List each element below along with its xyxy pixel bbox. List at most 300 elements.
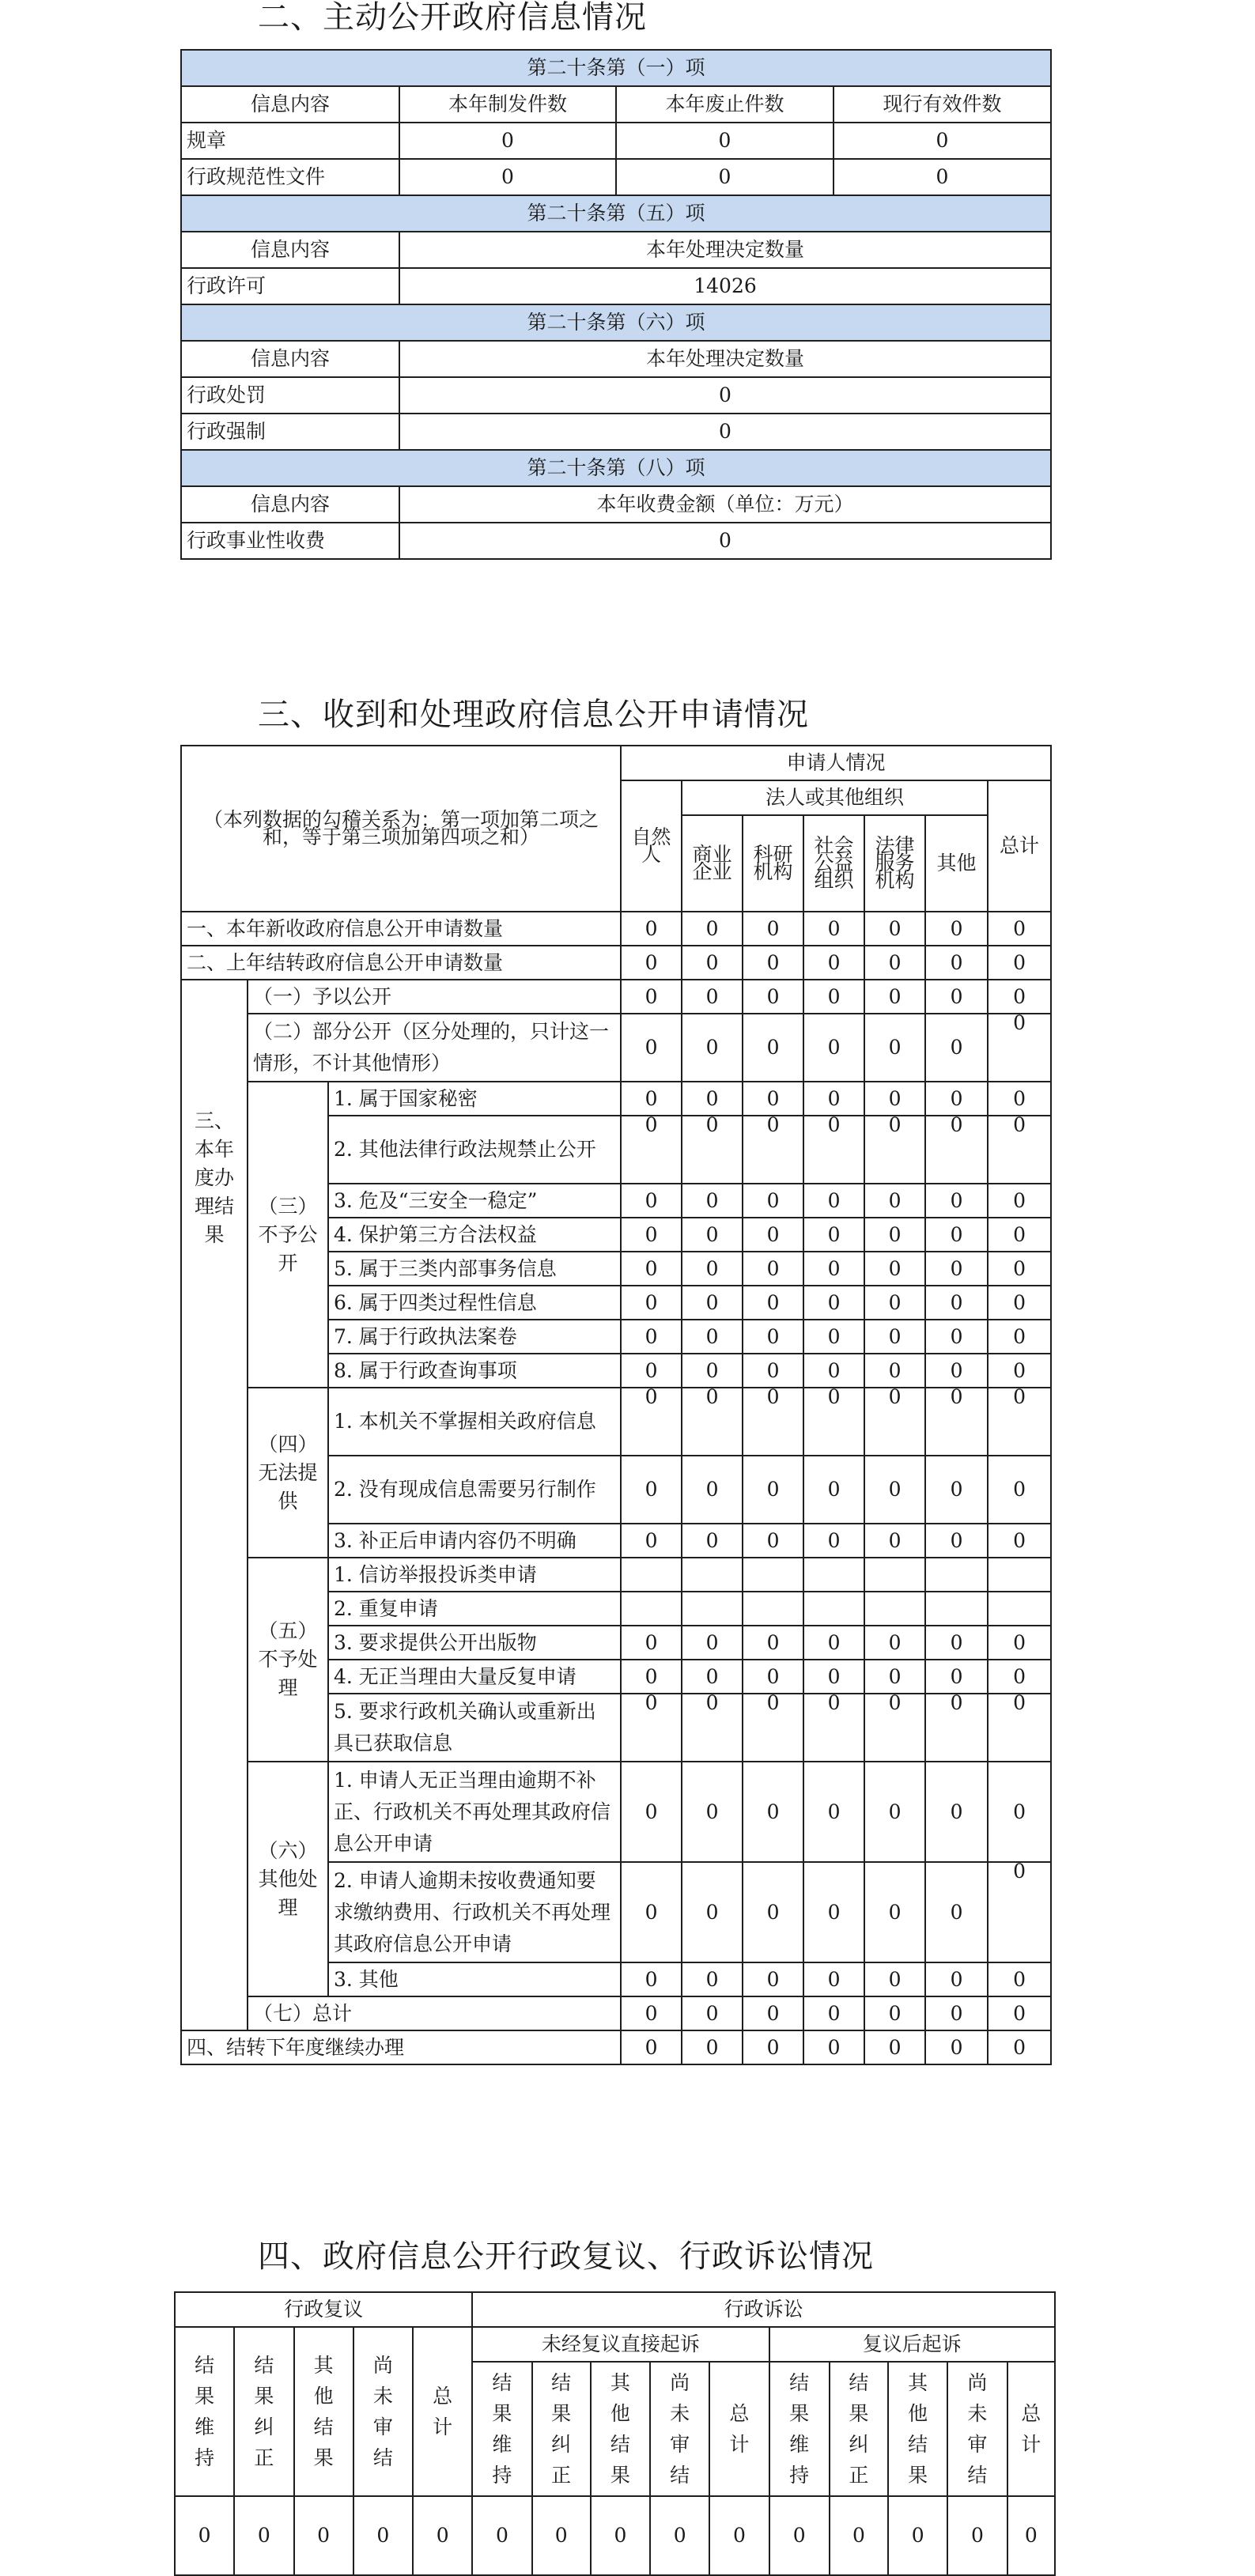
cell-value	[682, 1558, 743, 1592]
cell-value	[925, 1558, 988, 1592]
cell-value: 0	[399, 123, 616, 159]
row-label: 3. 补正后申请内容仍不明确	[328, 1524, 621, 1558]
cell-value: 0	[621, 1286, 682, 1320]
cell-value	[743, 1558, 803, 1592]
col-header-text: 总计	[729, 2402, 750, 2456]
col-header	[472, 2362, 531, 2496]
cell-value: 0	[413, 2496, 472, 2575]
cell-value: 0	[803, 1082, 864, 1116]
cell-value: 0	[769, 2496, 830, 2575]
row-label: 4. 保护第三方合法权益	[328, 1218, 621, 1252]
row-label: 二、上年结转政府信息公开申请数量	[181, 946, 621, 980]
cell-value: 0	[864, 1354, 925, 1388]
col-header: 本年废止件数	[616, 86, 834, 123]
cell-value: 0	[988, 1862, 1051, 1962]
col-header: 本年处理决定数量	[399, 232, 1051, 268]
cell-value: 0	[621, 1252, 682, 1286]
cell-value: 0	[682, 1524, 743, 1558]
cell-value: 0	[621, 1218, 682, 1252]
cell-value: 0	[743, 1218, 803, 1252]
col-header	[413, 2327, 472, 2496]
proactive-disclosure-table	[180, 49, 1052, 560]
cell-value: 0	[682, 1218, 743, 1252]
cell-value: 0	[925, 946, 988, 980]
cell-value: 0	[743, 2030, 803, 2064]
cell-value: 0	[682, 912, 743, 946]
application-handling-table	[180, 745, 1052, 2065]
cell-value: 0	[621, 1014, 682, 1082]
cell-value: 0	[988, 912, 1051, 946]
col-header	[709, 2362, 769, 2496]
row-label: 1. 本机关不掌握相关政府信息	[328, 1388, 621, 1456]
cell-value: 0	[925, 1862, 988, 1962]
cell-value: 0	[682, 1286, 743, 1320]
cell-value: 0	[803, 1456, 864, 1524]
cell-value: 0	[925, 1320, 988, 1354]
cell-value: 0	[399, 159, 616, 195]
row-label: 规章	[181, 123, 399, 159]
cell-value: 0	[803, 1014, 864, 1082]
col-header-text: 总计	[1021, 2402, 1041, 2456]
cell-value: 0	[925, 1184, 988, 1218]
cell-value: 0	[682, 1660, 743, 1694]
cell-value: 0	[988, 1218, 1051, 1252]
section-title: 第二十条第（五）项	[181, 195, 1051, 232]
cell-value: 0	[621, 980, 682, 1014]
cell-value: 0	[925, 912, 988, 946]
cell-value: 0	[743, 946, 803, 980]
cell-value: 0	[803, 946, 864, 980]
col-header: 本年处理决定数量	[399, 341, 1051, 377]
cell-value: 0	[803, 1762, 864, 1862]
col-header	[769, 2362, 830, 2496]
cell-value: 0	[925, 1116, 988, 1184]
cell-value: 0	[621, 1320, 682, 1354]
cell-value: 0	[988, 1082, 1051, 1116]
cell-value: 0	[925, 1014, 988, 1082]
row-label: 2. 申请人逾期未按收费通知要求缴纳费用、行政机关不再处理其政府信息公开申请	[328, 1862, 621, 1962]
col-header	[947, 2362, 1007, 2496]
cell-value: 0	[621, 1694, 682, 1762]
col-header	[294, 2327, 353, 2496]
col-natural: 自然人	[621, 780, 682, 912]
cell-value: 0	[864, 1082, 925, 1116]
cell-value: 0	[988, 1252, 1051, 1286]
col-header-text: 结果维持	[492, 2371, 512, 2487]
cell-value: 0	[682, 946, 743, 980]
cell-value: 0	[621, 1524, 682, 1558]
cell-value: 0	[988, 1524, 1051, 1558]
cell-value: 0	[709, 2496, 769, 2575]
cell-value	[988, 1592, 1051, 1626]
col-header	[591, 2362, 650, 2496]
col-law: 法律服务机构	[864, 815, 925, 912]
cell-value: 0	[925, 1996, 988, 2030]
cell-value: 0	[803, 1660, 864, 1694]
col-header-text: 尚未审结	[967, 2371, 988, 2487]
cell-value: 0	[864, 1286, 925, 1320]
row-label: 7. 属于行政执法案卷	[328, 1320, 621, 1354]
col-header-text: 结果维持	[195, 2354, 215, 2469]
col-header	[650, 2362, 709, 2496]
cell-value: 0	[925, 1660, 988, 1694]
col-header-text: 尚未审结	[670, 2371, 690, 2487]
cell-value: 0	[988, 1014, 1051, 1082]
section-4-heading: 四、政府信息公开行政复议、行政诉讼情况	[258, 2238, 874, 2275]
cell-value: 0	[925, 2030, 988, 2064]
litigation-header: 行政诉讼	[472, 2292, 1055, 2327]
col-header: 本年收费金额（单位：万元）	[399, 486, 1051, 523]
cell-value: 0	[621, 2030, 682, 2064]
cell-value: 0	[988, 1354, 1051, 1388]
cell-value: 0	[353, 2496, 413, 2575]
cell-value: 0	[621, 1962, 682, 1996]
cell-value: 0	[399, 414, 1051, 450]
cell-value: 0	[834, 123, 1051, 159]
cell-value: 0	[803, 1388, 864, 1456]
row-label: 4. 无正当理由大量反复申请	[328, 1660, 621, 1694]
cell-value: 0	[925, 1286, 988, 1320]
cell-value: 0	[616, 159, 834, 195]
cell-value: 0	[925, 1388, 988, 1456]
cell-value: 0	[621, 1626, 682, 1660]
cell-value: 0	[621, 1388, 682, 1456]
row-label: 3. 危及“三安全一稳定”	[328, 1184, 621, 1218]
cell-value: 0	[591, 2496, 650, 2575]
col-header: 信息内容	[181, 341, 399, 377]
cell-value: 0	[803, 1286, 864, 1320]
group-label: （三）不予公开	[248, 1082, 328, 1388]
cell-value: 0	[621, 1456, 682, 1524]
cell-value	[864, 1592, 925, 1626]
cell-value: 0	[864, 1252, 925, 1286]
row-label: 1. 属于国家秘密	[328, 1082, 621, 1116]
cell-value: 0	[743, 1320, 803, 1354]
row-label: 5. 属于三类内部事务信息	[328, 1252, 621, 1286]
cell-value: 0	[925, 1762, 988, 1862]
row-label: 2. 没有现成信息需要另行制作	[328, 1456, 621, 1524]
cell-value: 0	[925, 1354, 988, 1388]
cell-value: 0	[803, 980, 864, 1014]
cell-value: 0	[621, 1082, 682, 1116]
cell-value: 0	[803, 1218, 864, 1252]
cell-value: 0	[621, 1660, 682, 1694]
cell-value: 0	[743, 1862, 803, 1962]
cell-value: 0	[743, 1524, 803, 1558]
row-label: 1. 申请人无正当理由逾期不补正、行政机关不再处理其政府信息公开申请	[328, 1762, 621, 1862]
applicant-header: 申请人情况	[621, 746, 1051, 780]
cell-value: 0	[621, 1184, 682, 1218]
cell-value: 0	[988, 1762, 1051, 1862]
row-label: 一、本年新收政府信息公开申请数量	[181, 912, 621, 946]
cell-value: 0	[988, 1388, 1051, 1456]
cell-value: 0	[864, 1660, 925, 1694]
cell-value: 0	[803, 1354, 864, 1388]
cell-value: 0	[743, 1388, 803, 1456]
cell-value: 0	[743, 1184, 803, 1218]
cell-value: 0	[743, 1252, 803, 1286]
cell-value: 0	[803, 1252, 864, 1286]
cell-value: 0	[925, 1456, 988, 1524]
group-label: （五）不予处理	[248, 1558, 328, 1762]
cell-value: 0	[925, 1962, 988, 1996]
cell-value	[925, 1592, 988, 1626]
cell-value	[621, 1592, 682, 1626]
cell-value: 0	[743, 1354, 803, 1388]
review-litigation-table	[174, 2291, 1056, 2576]
group-label: （六）其他处理	[248, 1762, 328, 1996]
cell-value: 0	[988, 1184, 1051, 1218]
cell-value: 0	[743, 1456, 803, 1524]
row-label: 2. 重复申请	[328, 1592, 621, 1626]
cell-value	[621, 1558, 682, 1592]
col-header-text: 结果纠正	[254, 2354, 274, 2469]
cell-value: 0	[864, 1862, 925, 1962]
cell-value: 0	[682, 1252, 743, 1286]
row-label: 行政强制	[181, 414, 399, 450]
cell-value: 0	[988, 1116, 1051, 1184]
cell-value: 0	[988, 1286, 1051, 1320]
cell-value: 0	[803, 1524, 864, 1558]
cell-value: 0	[830, 2496, 888, 2575]
cell-value: 0	[743, 1694, 803, 1762]
cell-value: 0	[682, 1354, 743, 1388]
cell-value: 0	[988, 1626, 1051, 1660]
cell-value: 0	[743, 1962, 803, 1996]
group-3-text: 三、本年度办理结果	[194, 1109, 234, 1246]
review-header: 行政复议	[175, 2292, 472, 2327]
cell-value	[803, 1558, 864, 1592]
group-label: （四）无法提供	[248, 1388, 328, 1558]
cell-value: 0	[988, 1694, 1051, 1762]
col-biz: 商业企业	[682, 815, 743, 912]
col-other: 其他	[925, 815, 988, 912]
cell-value: 0	[682, 1762, 743, 1862]
row-label: 行政许可	[181, 268, 399, 304]
col-header-text: 尚未审结	[372, 2354, 393, 2469]
cell-value: 0	[864, 1320, 925, 1354]
cell-value: 0	[621, 1762, 682, 1862]
col-header-text: 总计	[433, 2385, 453, 2438]
cell-value: 0	[682, 1388, 743, 1456]
row-label: 8. 属于行政查询事项	[328, 1354, 621, 1388]
cell-value: 0	[743, 1014, 803, 1082]
cell-value: 0	[864, 980, 925, 1014]
row-label: 3. 要求提供公开出版物	[328, 1626, 621, 1660]
cell-value: 0	[621, 946, 682, 980]
cell-value: 0	[743, 1660, 803, 1694]
cell-value: 0	[864, 1116, 925, 1184]
cell-value: 0	[988, 1660, 1051, 1694]
cell-value: 0	[743, 980, 803, 1014]
cell-value: 0	[803, 2030, 864, 2064]
cell-value: 0	[682, 1456, 743, 1524]
cell-value: 0	[616, 123, 834, 159]
cell-value: 0	[682, 1184, 743, 1218]
cell-value: 0	[803, 1116, 864, 1184]
row-label: 行政事业性收费	[181, 523, 399, 559]
row-label: 行政处罚	[181, 377, 399, 414]
cell-value: 0	[925, 980, 988, 1014]
section-title: 第二十条第（八）项	[181, 450, 1051, 486]
cell-value: 0	[864, 1762, 925, 1862]
col-header: 信息内容	[181, 86, 399, 123]
cell-value	[682, 1592, 743, 1626]
cell-value: 0	[682, 1862, 743, 1962]
cell-value: 0	[947, 2496, 1007, 2575]
col-header: 信息内容	[181, 486, 399, 523]
cell-value: 0	[803, 1184, 864, 1218]
cell-value: 0	[925, 1082, 988, 1116]
col-total: 总计	[988, 780, 1051, 912]
after-review-header: 复议后起诉	[769, 2327, 1055, 2362]
row-label: 5. 要求行政机关确认或重新出具已获取信息	[328, 1694, 621, 1762]
cell-value: 0	[682, 980, 743, 1014]
cell-value: 0	[988, 2030, 1051, 2064]
group-3-label	[181, 980, 248, 2030]
row-label: 四、结转下年度继续办理	[181, 2030, 621, 2064]
row-label: 行政规范性文件	[181, 159, 399, 195]
cell-value: 0	[988, 1996, 1051, 2030]
col-header	[234, 2327, 293, 2496]
cell-value: 0	[621, 912, 682, 946]
cell-value: 0	[988, 946, 1051, 980]
cell-value: 0	[864, 1524, 925, 1558]
row-label: （二）部分公开（区分处理的，只计这一情形，不计其他情形）	[248, 1014, 621, 1082]
cell-value: 0	[864, 1962, 925, 1996]
cell-value: 0	[682, 1014, 743, 1082]
row-label: 3. 其他	[328, 1962, 621, 1996]
cell-value: 0	[650, 2496, 709, 2575]
cell-value: 0	[532, 2496, 591, 2575]
cell-value: 0	[803, 912, 864, 946]
cell-value: 0	[925, 1626, 988, 1660]
cell-value: 0	[864, 1626, 925, 1660]
cell-value: 0	[925, 1524, 988, 1558]
col-header-text: 结果纠正	[849, 2371, 869, 2487]
row-label: （一）予以公开	[248, 980, 621, 1014]
relation-note: （本列数据的勾稽关系为：第一项加第二项之和，等于第三项加第四项之和）	[181, 746, 621, 912]
col-header-text: 其他结果	[610, 2371, 630, 2487]
col-header	[888, 2362, 947, 2496]
row-label: 6. 属于四类过程性信息	[328, 1286, 621, 1320]
cell-value: 0	[988, 980, 1051, 1014]
cell-value	[803, 1592, 864, 1626]
cell-value: 0	[682, 1626, 743, 1660]
cell-value: 0	[925, 1694, 988, 1762]
cell-value: 0	[925, 1218, 988, 1252]
cell-value: 0	[803, 1962, 864, 1996]
row-label: （七）总计	[248, 1996, 621, 2030]
cell-value: 0	[803, 1320, 864, 1354]
cell-value: 0	[864, 1694, 925, 1762]
col-header: 本年制发件数	[399, 86, 616, 123]
legal-header: 法人或其他组织	[682, 780, 988, 815]
cell-value: 0	[743, 1762, 803, 1862]
cell-value: 0	[743, 912, 803, 946]
cell-value: 0	[294, 2496, 353, 2575]
cell-value: 0	[864, 912, 925, 946]
cell-value: 0	[803, 1626, 864, 1660]
cell-value: 0	[834, 159, 1051, 195]
cell-value: 0	[682, 1320, 743, 1354]
cell-value: 0	[988, 1320, 1051, 1354]
cell-value: 0	[803, 1694, 864, 1762]
cell-value: 0	[175, 2496, 234, 2575]
cell-value: 0	[888, 2496, 947, 2575]
cell-value: 0	[682, 1996, 743, 2030]
cell-value: 0	[621, 1354, 682, 1388]
cell-value: 0	[864, 1014, 925, 1082]
cell-value: 0	[864, 1388, 925, 1456]
cell-value: 0	[399, 377, 1051, 414]
cell-value: 0	[803, 1996, 864, 2030]
col-header-text: 其他结果	[908, 2371, 928, 2487]
section-title: 第二十条第（一）项	[181, 50, 1051, 86]
cell-value: 0	[621, 1116, 682, 1184]
cell-value: 0	[234, 2496, 293, 2575]
section-3-heading: 三、收到和处理政府信息公开申请情况	[258, 697, 809, 733]
cell-value: 0	[864, 1456, 925, 1524]
cell-value: 0	[864, 946, 925, 980]
col-header: 现行有效件数	[834, 86, 1051, 123]
cell-value: 0	[988, 1456, 1051, 1524]
section-title: 第二十条第（六）项	[181, 304, 1051, 341]
cell-value: 0	[864, 1218, 925, 1252]
cell-value: 0	[399, 523, 1051, 559]
cell-value: 0	[743, 1996, 803, 2030]
row-label: 2. 其他法律行政法规禁止公开	[328, 1116, 621, 1184]
cell-value	[864, 1558, 925, 1592]
col-header-text: 结果维持	[789, 2371, 810, 2487]
row-label: 1. 信访举报投诉类申请	[328, 1558, 621, 1592]
col-header	[353, 2327, 413, 2496]
cell-value: 0	[864, 2030, 925, 2064]
col-header	[532, 2362, 591, 2496]
section-2-heading: 二、主动公开政府信息情况	[258, 0, 647, 36]
cell-value: 0	[743, 1286, 803, 1320]
cell-value: 0	[864, 1996, 925, 2030]
col-header	[1007, 2362, 1055, 2496]
col-research: 科研机构	[743, 815, 803, 912]
cell-value: 0	[988, 1962, 1051, 1996]
col-header-text: 其他结果	[313, 2354, 334, 2469]
cell-value: 0	[1007, 2496, 1055, 2575]
cell-value: 0	[682, 1082, 743, 1116]
cell-value: 0	[621, 1862, 682, 1962]
col-header-text: 结果纠正	[551, 2371, 572, 2487]
cell-value: 0	[682, 1116, 743, 1184]
cell-value: 0	[682, 1962, 743, 1996]
cell-value: 14026	[399, 268, 1051, 304]
cell-value: 0	[621, 1996, 682, 2030]
col-header	[175, 2327, 234, 2496]
cell-value: 0	[682, 2030, 743, 2064]
cell-value: 0	[743, 1626, 803, 1660]
cell-value: 0	[925, 1252, 988, 1286]
col-header	[830, 2362, 888, 2496]
cell-value: 0	[864, 1184, 925, 1218]
cell-value: 0	[803, 1862, 864, 1962]
cell-value	[988, 1558, 1051, 1592]
col-social: 社会公益组织	[803, 815, 864, 912]
cell-value: 0	[743, 1082, 803, 1116]
direct-suit-header: 未经复议直接起诉	[472, 2327, 769, 2362]
cell-value: 0	[743, 1116, 803, 1184]
cell-value: 0	[682, 1694, 743, 1762]
cell-value	[743, 1592, 803, 1626]
col-header: 信息内容	[181, 232, 399, 268]
